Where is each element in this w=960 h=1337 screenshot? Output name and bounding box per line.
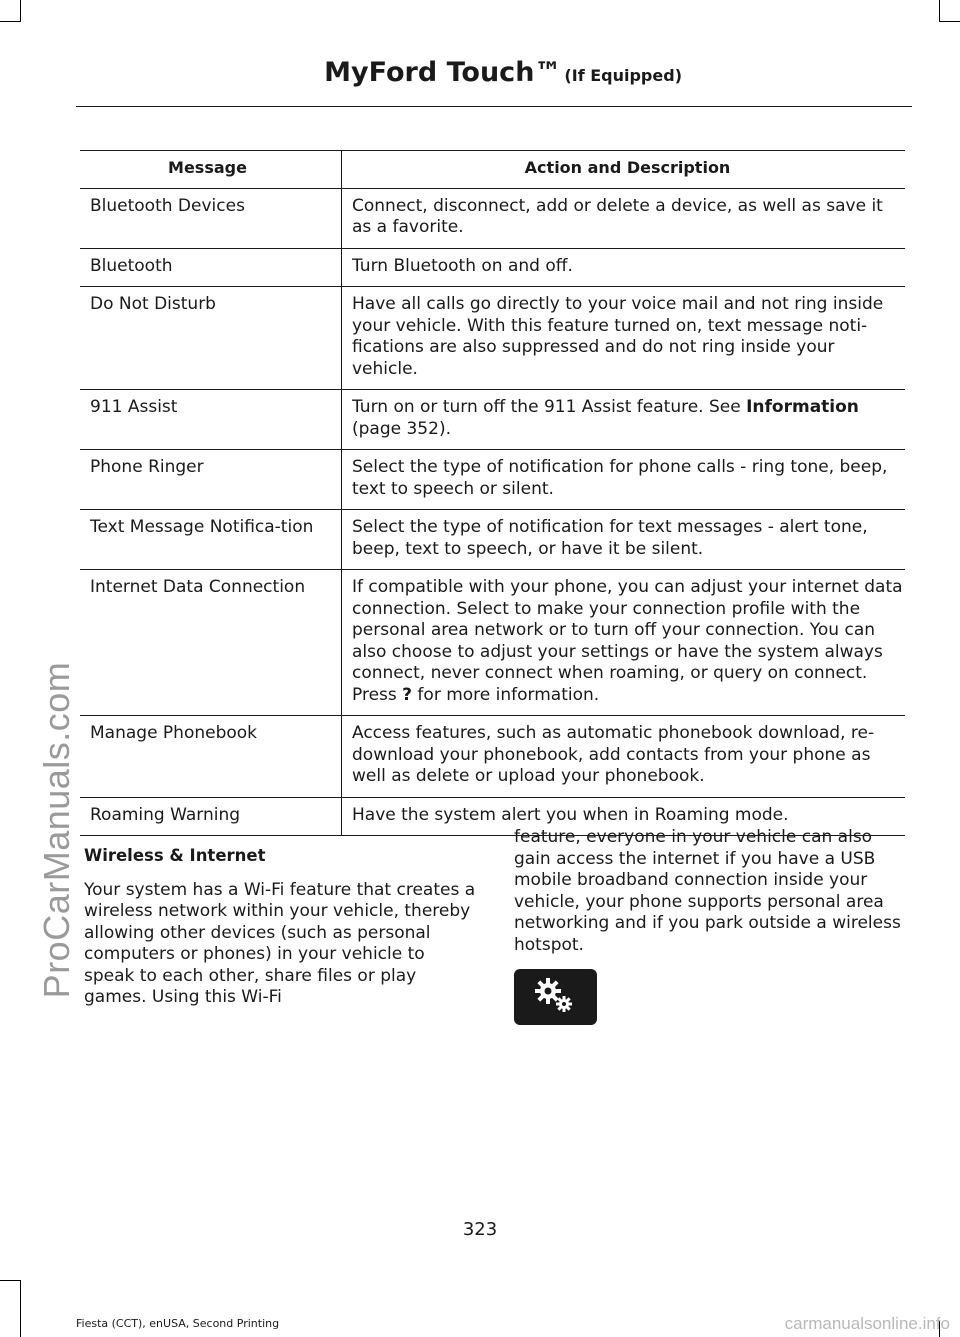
row-action: Select the type of notification for phone calls - ring tone, beep, text to speech or silent. xyxy=(342,450,906,510)
row-action: Turn Bluetooth on and off. xyxy=(342,248,906,287)
page-header xyxy=(324,57,682,88)
help-symbol: ? xyxy=(402,684,413,705)
row-action: Have the system alert you when in Roaming mode. xyxy=(342,797,906,836)
table-row xyxy=(80,450,905,510)
crop-mark xyxy=(939,21,960,22)
body-right-column xyxy=(514,827,908,956)
row-action-text: Turn on or turn off the 911 Assist feature. See xyxy=(352,397,747,417)
row-message: Do Not Disturb xyxy=(80,287,342,390)
crop-mark xyxy=(20,0,21,22)
row-message: Bluetooth xyxy=(80,248,342,287)
row-action-text-after: for more information. xyxy=(412,684,600,705)
gears-icon xyxy=(514,969,597,1025)
row-action: Access features, such as automatic phonebook download, re-download your phonebook, add contacts from your phone as well as delete or upload your phonebook. xyxy=(342,716,906,798)
row-action: Select the type of notification for text messages - alert tone, beep, text to speech, or have it be silent. xyxy=(342,510,906,570)
footer-watermark: carmanualsonline.info xyxy=(784,1314,950,1333)
row-message: Manage Phonebook xyxy=(80,716,342,798)
crop-mark xyxy=(0,21,21,22)
section-paragraph-right: feature, everyone in your vehicle can also gain access the internet if you have a USB mobile broadband connection inside your vehicle, your phone supports personal area networking and if you park outside a wireless hotspot. xyxy=(514,827,901,955)
header-rule xyxy=(76,106,912,107)
section-paragraph-left: Your system has a Wi-Fi feature that creates a wireless network within your vehicle, thereby allowing other devices (such as personal computers or phones) in your vehicle to speak to each other, share files or play games. Using this Wi-Fi xyxy=(84,879,476,1007)
page-header-suffix: (If Equipped) xyxy=(564,66,682,85)
column-header-message: Message xyxy=(80,151,342,189)
row-action: Connect, disconnect, add or delete a device, as well as save it as a favorite. xyxy=(342,188,906,248)
row-action xyxy=(342,570,906,716)
row-message: 911 Assist xyxy=(80,390,342,450)
row-action: Have all calls go directly to your voice mail and not ring inside your vehicle. With this feature turned on, text message noti-fications are also suppressed and do not ring inside your vehicle. xyxy=(342,287,906,390)
table-row xyxy=(80,716,905,798)
column-header-action: Action and Description xyxy=(342,151,906,189)
body-left-column xyxy=(84,845,476,1009)
row-message: Text Message Notifica-tion xyxy=(80,510,342,570)
footer-edition: Fiesta (CCT), enUSA, Second Printing xyxy=(76,1317,280,1330)
section-heading: Wireless & Internet xyxy=(84,846,266,865)
settings-table xyxy=(80,150,905,836)
table-row xyxy=(80,390,905,450)
row-message: Bluetooth Devices xyxy=(80,188,342,248)
table-row xyxy=(80,287,905,390)
table-row xyxy=(80,188,905,248)
page-number: 323 xyxy=(462,1219,498,1240)
settings-button-graphic xyxy=(514,969,597,1025)
crop-mark xyxy=(20,1280,21,1337)
side-watermark-text: ProCarManuals.com xyxy=(36,661,77,999)
row-message: Internet Data Connection xyxy=(80,570,342,716)
row-action-text-after: (page 352). xyxy=(352,418,451,439)
row-message: Roaming Warning xyxy=(80,797,342,836)
row-action xyxy=(342,390,906,450)
page-header-title: MyFord Touch™ xyxy=(324,57,562,88)
information-link-text: Information xyxy=(746,397,859,417)
row-action-text: If compatible with your phone, you can adjust your internet data connection. Select to make your connection profile with the personal area network or to turn off your connection. You can also choose to adjust your settings or have the system always connect, never connect when roaming, or query on connect. Press xyxy=(352,577,903,705)
table-row xyxy=(80,510,905,570)
row-message: Phone Ringer xyxy=(80,450,342,510)
crop-mark xyxy=(939,0,940,22)
table-header-row xyxy=(80,151,905,189)
crop-mark xyxy=(0,1280,21,1281)
table-row xyxy=(80,248,905,287)
table-row xyxy=(80,570,905,716)
